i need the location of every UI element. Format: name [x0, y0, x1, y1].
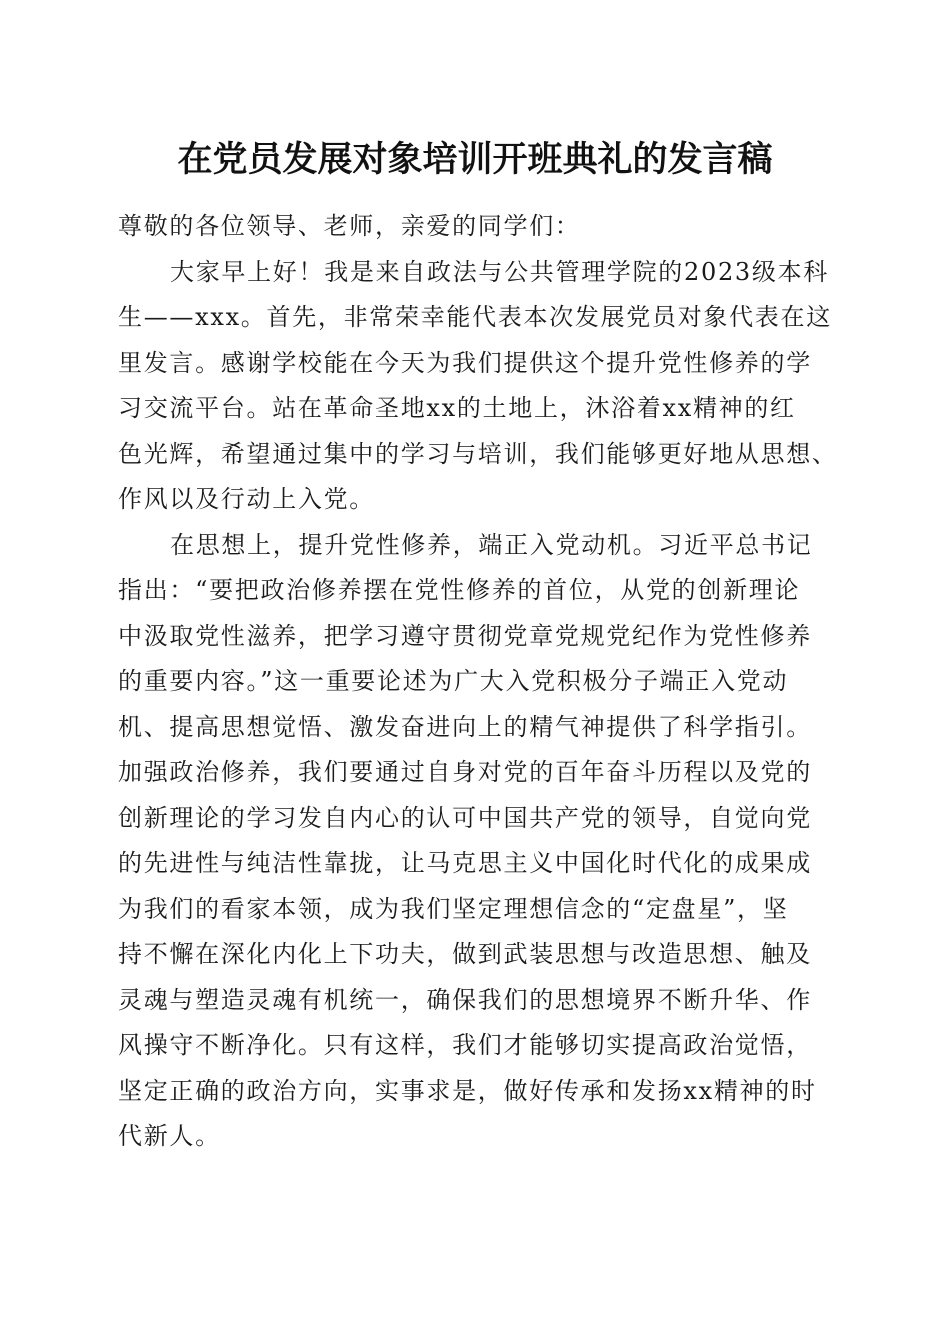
- paragraph-1-line: 习交流平台。站在革命圣地xx的土地上，沐浴着xx精神的红: [118, 394, 796, 422]
- paragraph-2-line: 坚定正确的政治方向，实事求是，做好传承和发扬xx精神的时: [118, 1076, 817, 1105]
- paragraph-2-line: 的先进性与纯洁性靠拢，让马克思主义中国化时代化的成果成: [118, 849, 812, 877]
- paragraph-1-line: 生——xxx。首先，非常荣幸能代表本次发展党员对象代表在这: [118, 303, 832, 331]
- paragraph-2-line: 创新理论的学习发自内心的认可中国共产党的领导，自觉向党: [118, 803, 812, 832]
- paragraph-1-line: 里发言。感谢学校能在今天为我们提供这个提升党性修养的学: [118, 348, 812, 377]
- paragraph-2-line: 的重要内容。”这一重要论述为广大入党积极分子端正入党动: [118, 667, 789, 695]
- paragraph-2-line: 指出：“要把政治修养摆在党性修养的首位，从党的创新理论: [118, 576, 801, 604]
- paragraph-2-line: 中汲取党性滋养，把学习遵守贯彻党章党规党纪作为党性修养: [118, 621, 812, 650]
- paragraph-2-line: 持不懈在深化内化上下功夫，做到武装思想与改造思想、触及: [118, 940, 812, 968]
- paragraph-2-line: 风操守不断净化。只有这样，我们才能够切实提高政治觉悟，: [118, 1031, 812, 1059]
- paragraph-2-line: 为我们的看家本领，成为我们坚定理想信念的“定盘星”，坚: [118, 894, 789, 923]
- salutation-line: 尊敬的各位领导、老师，亲爱的同学们：: [118, 212, 581, 240]
- paragraph-2-line: 加强政治修养，我们要通过自身对党的百年奋斗历程以及党的: [118, 758, 812, 786]
- paragraph-2-line: 灵魂与塑造灵魂有机统一，确保我们的思想境界不断升华、作: [118, 985, 812, 1014]
- paragraph-2-line: 机、提高思想觉悟、激发奋进向上的精气神提供了科学指引。: [118, 712, 812, 741]
- paragraph-1-line: 色光辉，希望通过集中的学习与培训，我们能够更好地从思想、: [118, 439, 838, 468]
- document-title: 在党员发展对象培训开班典礼的发言稿: [177, 139, 773, 180]
- paragraph-2-line: 在思想上，提升党性修养，端正入党动机。习近平总书记: [170, 530, 813, 559]
- document-body: [118, 204, 838, 1160]
- paragraph-2-line: 代新人。: [118, 1122, 221, 1150]
- paragraph-1-line: 大家早上好！我是来自政法与公共管理学院的2023级本科: [170, 257, 829, 286]
- paragraph-1-line: 作风以及行动上入党。: [118, 485, 375, 513]
